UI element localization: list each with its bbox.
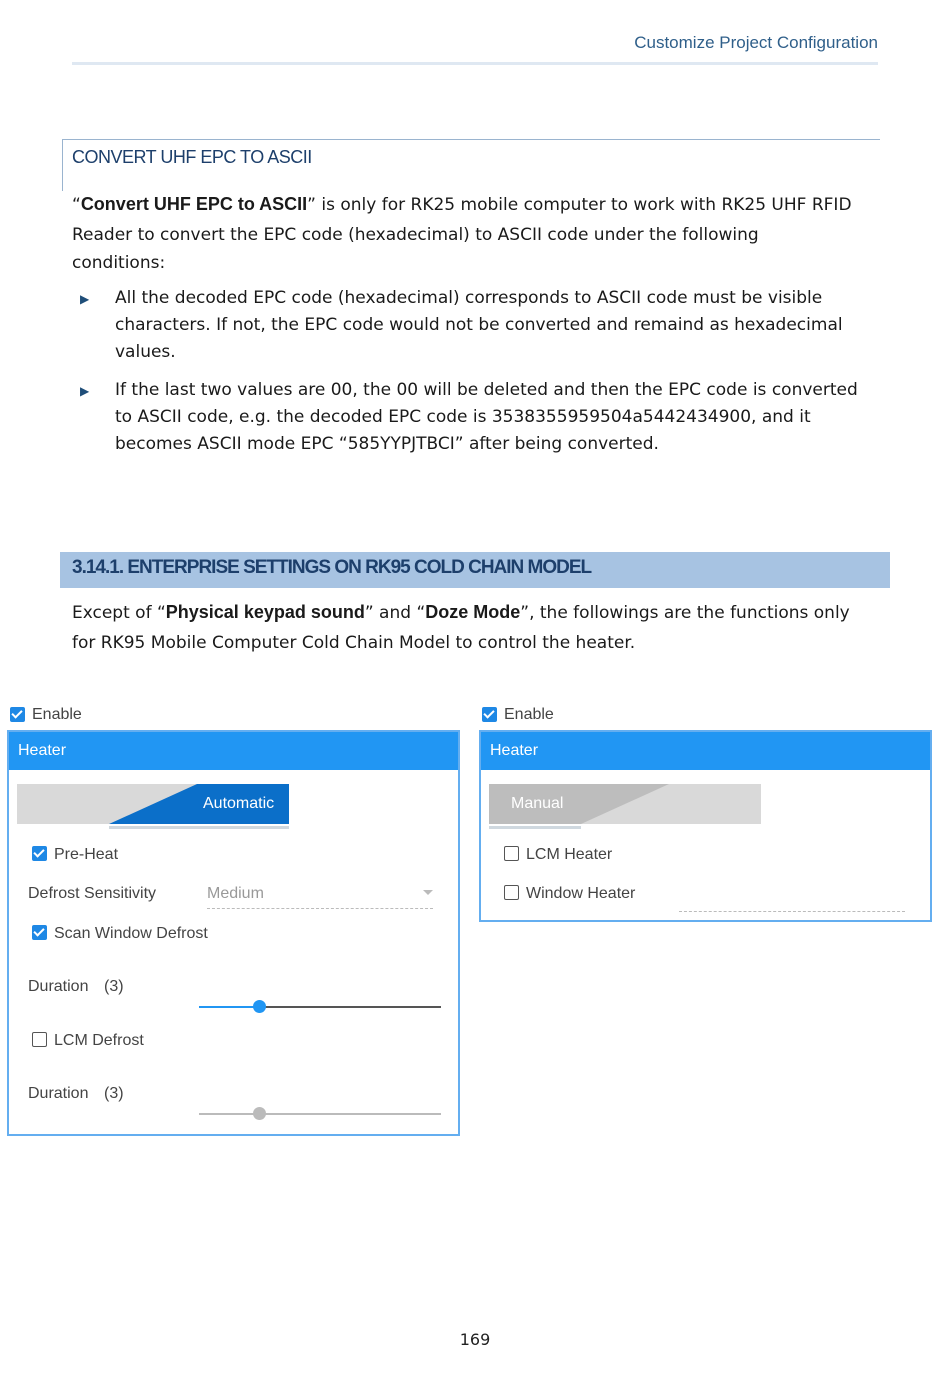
section-box-left-border — [62, 139, 63, 191]
left-enable-checkbox[interactable] — [10, 707, 25, 722]
lcm-heater-label: LCM Heater — [526, 846, 613, 863]
section-box-top-border — [62, 139, 880, 140]
select-underline — [207, 908, 433, 909]
right-heater-panel — [479, 730, 932, 922]
bullet-item — [115, 377, 885, 458]
intro-line-1-rest: ” is only for RK25 mobile computer to work with RK25 UHF RFID — [307, 195, 852, 215]
bullet-item — [115, 285, 885, 366]
heading-para-line-2: for RK95 Mobile Computer Cold Chain Model to control the heater. — [72, 633, 636, 653]
bullet-line: values. — [115, 342, 176, 362]
chevron-down-icon — [423, 890, 433, 895]
duration-2-value: (3) — [104, 1085, 124, 1102]
duration-2-slider[interactable] — [199, 1107, 441, 1121]
window-heater-label: Window Heater — [526, 885, 636, 902]
intro-open-quote: “ — [72, 195, 81, 215]
pre-heat-label: Pre-Heat — [54, 846, 119, 863]
right-mode-underline — [489, 826, 581, 829]
window-heater-checkbox[interactable] — [504, 885, 519, 900]
right-mode-toggle[interactable] — [489, 784, 761, 824]
page-number: 169 — [459, 1330, 491, 1349]
right-panel-title: Heater — [490, 742, 539, 759]
heading-paragraph — [72, 598, 882, 657]
right-panel-underline — [679, 911, 905, 912]
slider-fill — [199, 1113, 260, 1115]
intro-line-2: Reader to convert the EPC code (hexadecimal) to ASCII code under the following — [72, 225, 759, 245]
bullet-line: becomes ASCII mode EPC “585YYPJTBCI” after being converted. — [115, 434, 659, 454]
slider-thumb[interactable] — [253, 1000, 266, 1013]
lcm-heater-checkbox[interactable] — [504, 846, 519, 861]
left-mode-underline — [109, 826, 289, 829]
bullet-arrow-icon: ▶ — [80, 384, 90, 398]
bullet-line: to ASCII code, e.g. the decoded EPC code is 3538355959504a5442434900, and it — [115, 407, 811, 427]
bullet-line: All the decoded EPC code (hexadecimal) corresponds to ASCII code must be visible — [115, 288, 823, 308]
left-enable-label: Enable — [32, 706, 82, 723]
bullet-line: characters. If not, the EPC code would not be converted and remaind as hexadecimal — [115, 315, 843, 335]
para-text: Except of “ — [72, 603, 166, 623]
defrost-sensitivity-value: Medium — [207, 885, 264, 902]
right-enable-checkbox[interactable] — [482, 707, 497, 722]
slider-fill — [199, 1006, 260, 1008]
pre-heat-checkbox[interactable] — [32, 846, 47, 861]
bullet-arrow-icon: ▶ — [80, 292, 90, 306]
para-bold: Physical keypad sound — [165, 602, 365, 622]
right-enable-label: Enable — [504, 706, 554, 723]
section-intro — [72, 190, 882, 277]
lcm-defrost-label: LCM Defrost — [54, 1032, 144, 1049]
header-rule — [72, 62, 878, 65]
para-bold: Doze Mode — [425, 602, 521, 622]
duration-1-value: (3) — [104, 978, 124, 995]
intro-line-3: conditions: — [72, 253, 166, 273]
slider-thumb[interactable] — [253, 1107, 266, 1120]
right-mode-label: Manual — [511, 795, 564, 812]
lcm-defrost-checkbox[interactable] — [32, 1032, 47, 1047]
duration-2-label: Duration — [28, 1085, 89, 1102]
duration-1-slider[interactable] — [199, 1000, 441, 1014]
section-title: CONVERT UHF EPC TO ASCII — [72, 147, 312, 167]
left-mode-toggle[interactable] — [17, 784, 289, 824]
defrost-sensitivity-label: Defrost Sensitivity — [28, 885, 157, 902]
intro-bold: Convert UHF EPC to ASCII — [80, 194, 308, 214]
left-heater-panel — [7, 730, 460, 1136]
running-header: Customize Project Configuration — [634, 33, 878, 52]
subsection-heading: 3.14.1. ENTERPRISE SETTINGS ON RK95 COLD CHAIN MODEL — [72, 557, 592, 578]
scan-window-defrost-label: Scan Window Defrost — [54, 925, 208, 942]
right-panel-header — [481, 732, 930, 770]
intro-line-1 — [72, 190, 882, 219]
defrost-sensitivity-select[interactable] — [207, 882, 433, 908]
heading-para-line-1 — [72, 598, 882, 627]
bullet-line: If the last two values are 00, the 00 will be deleted and then the EPC code is converted — [115, 380, 858, 400]
para-text: ” and “ — [364, 603, 426, 623]
scan-window-defrost-checkbox[interactable] — [32, 925, 47, 940]
left-panel-header — [9, 732, 458, 770]
para-text: ”, the followings are the functions only — [520, 603, 850, 623]
duration-1-label: Duration — [28, 978, 89, 995]
left-panel-title: Heater — [18, 742, 67, 759]
left-mode-label: Automatic — [203, 795, 275, 812]
